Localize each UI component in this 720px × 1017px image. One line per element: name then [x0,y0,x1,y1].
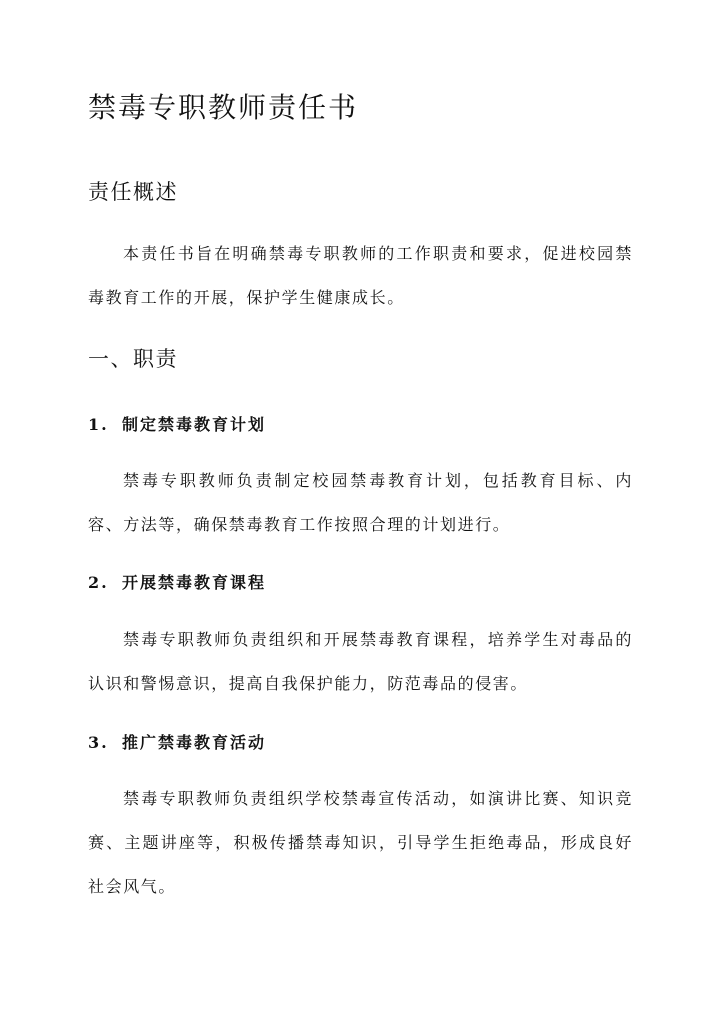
document-title: 禁毒专职教师责任书 [88,91,359,124]
overview-heading: 责任概述 [88,180,178,204]
duty-3-heading [88,730,266,753]
duty-1-heading [88,412,266,435]
duty-1-number: 1. [88,415,109,434]
duty-2-title: 开展禁毒教育课程 [122,573,267,592]
duty-3-title: 推广禁毒教育活动 [122,733,267,752]
duty-1-paragraph: 禁毒专职教师负责制定校园禁毒教育计划，包括教育目标、内容、方法等，确保禁毒教育工作按照合理的计划进行。 [88,471,633,534]
duty-1-title: 制定禁毒教育计划 [122,415,267,434]
overview-paragraph: 本责任书旨在明确禁毒专职教师的工作职责和要求，促进校园禁毒教育工作的开展，保护学生健康成长。 [88,244,633,307]
duties-heading: 一、职责 [88,347,178,371]
duty-2-heading [88,570,266,593]
duty-2-paragraph: 禁毒专职教师负责组织和开展禁毒教育课程，培养学生对毒品的认识和警惕意识，提高自我保护能力，防范毒品的侵害。 [88,630,633,693]
duty-3-number: 3. [88,733,109,752]
duty-3-paragraph: 禁毒专职教师负责组织学校禁毒宣传活动，如演讲比赛、知识竞赛、主题讲座等，积极传播禁毒知识，引导学生拒绝毒品，形成良好社会风气。 [88,789,633,896]
duty-2-number: 2. [88,573,109,592]
